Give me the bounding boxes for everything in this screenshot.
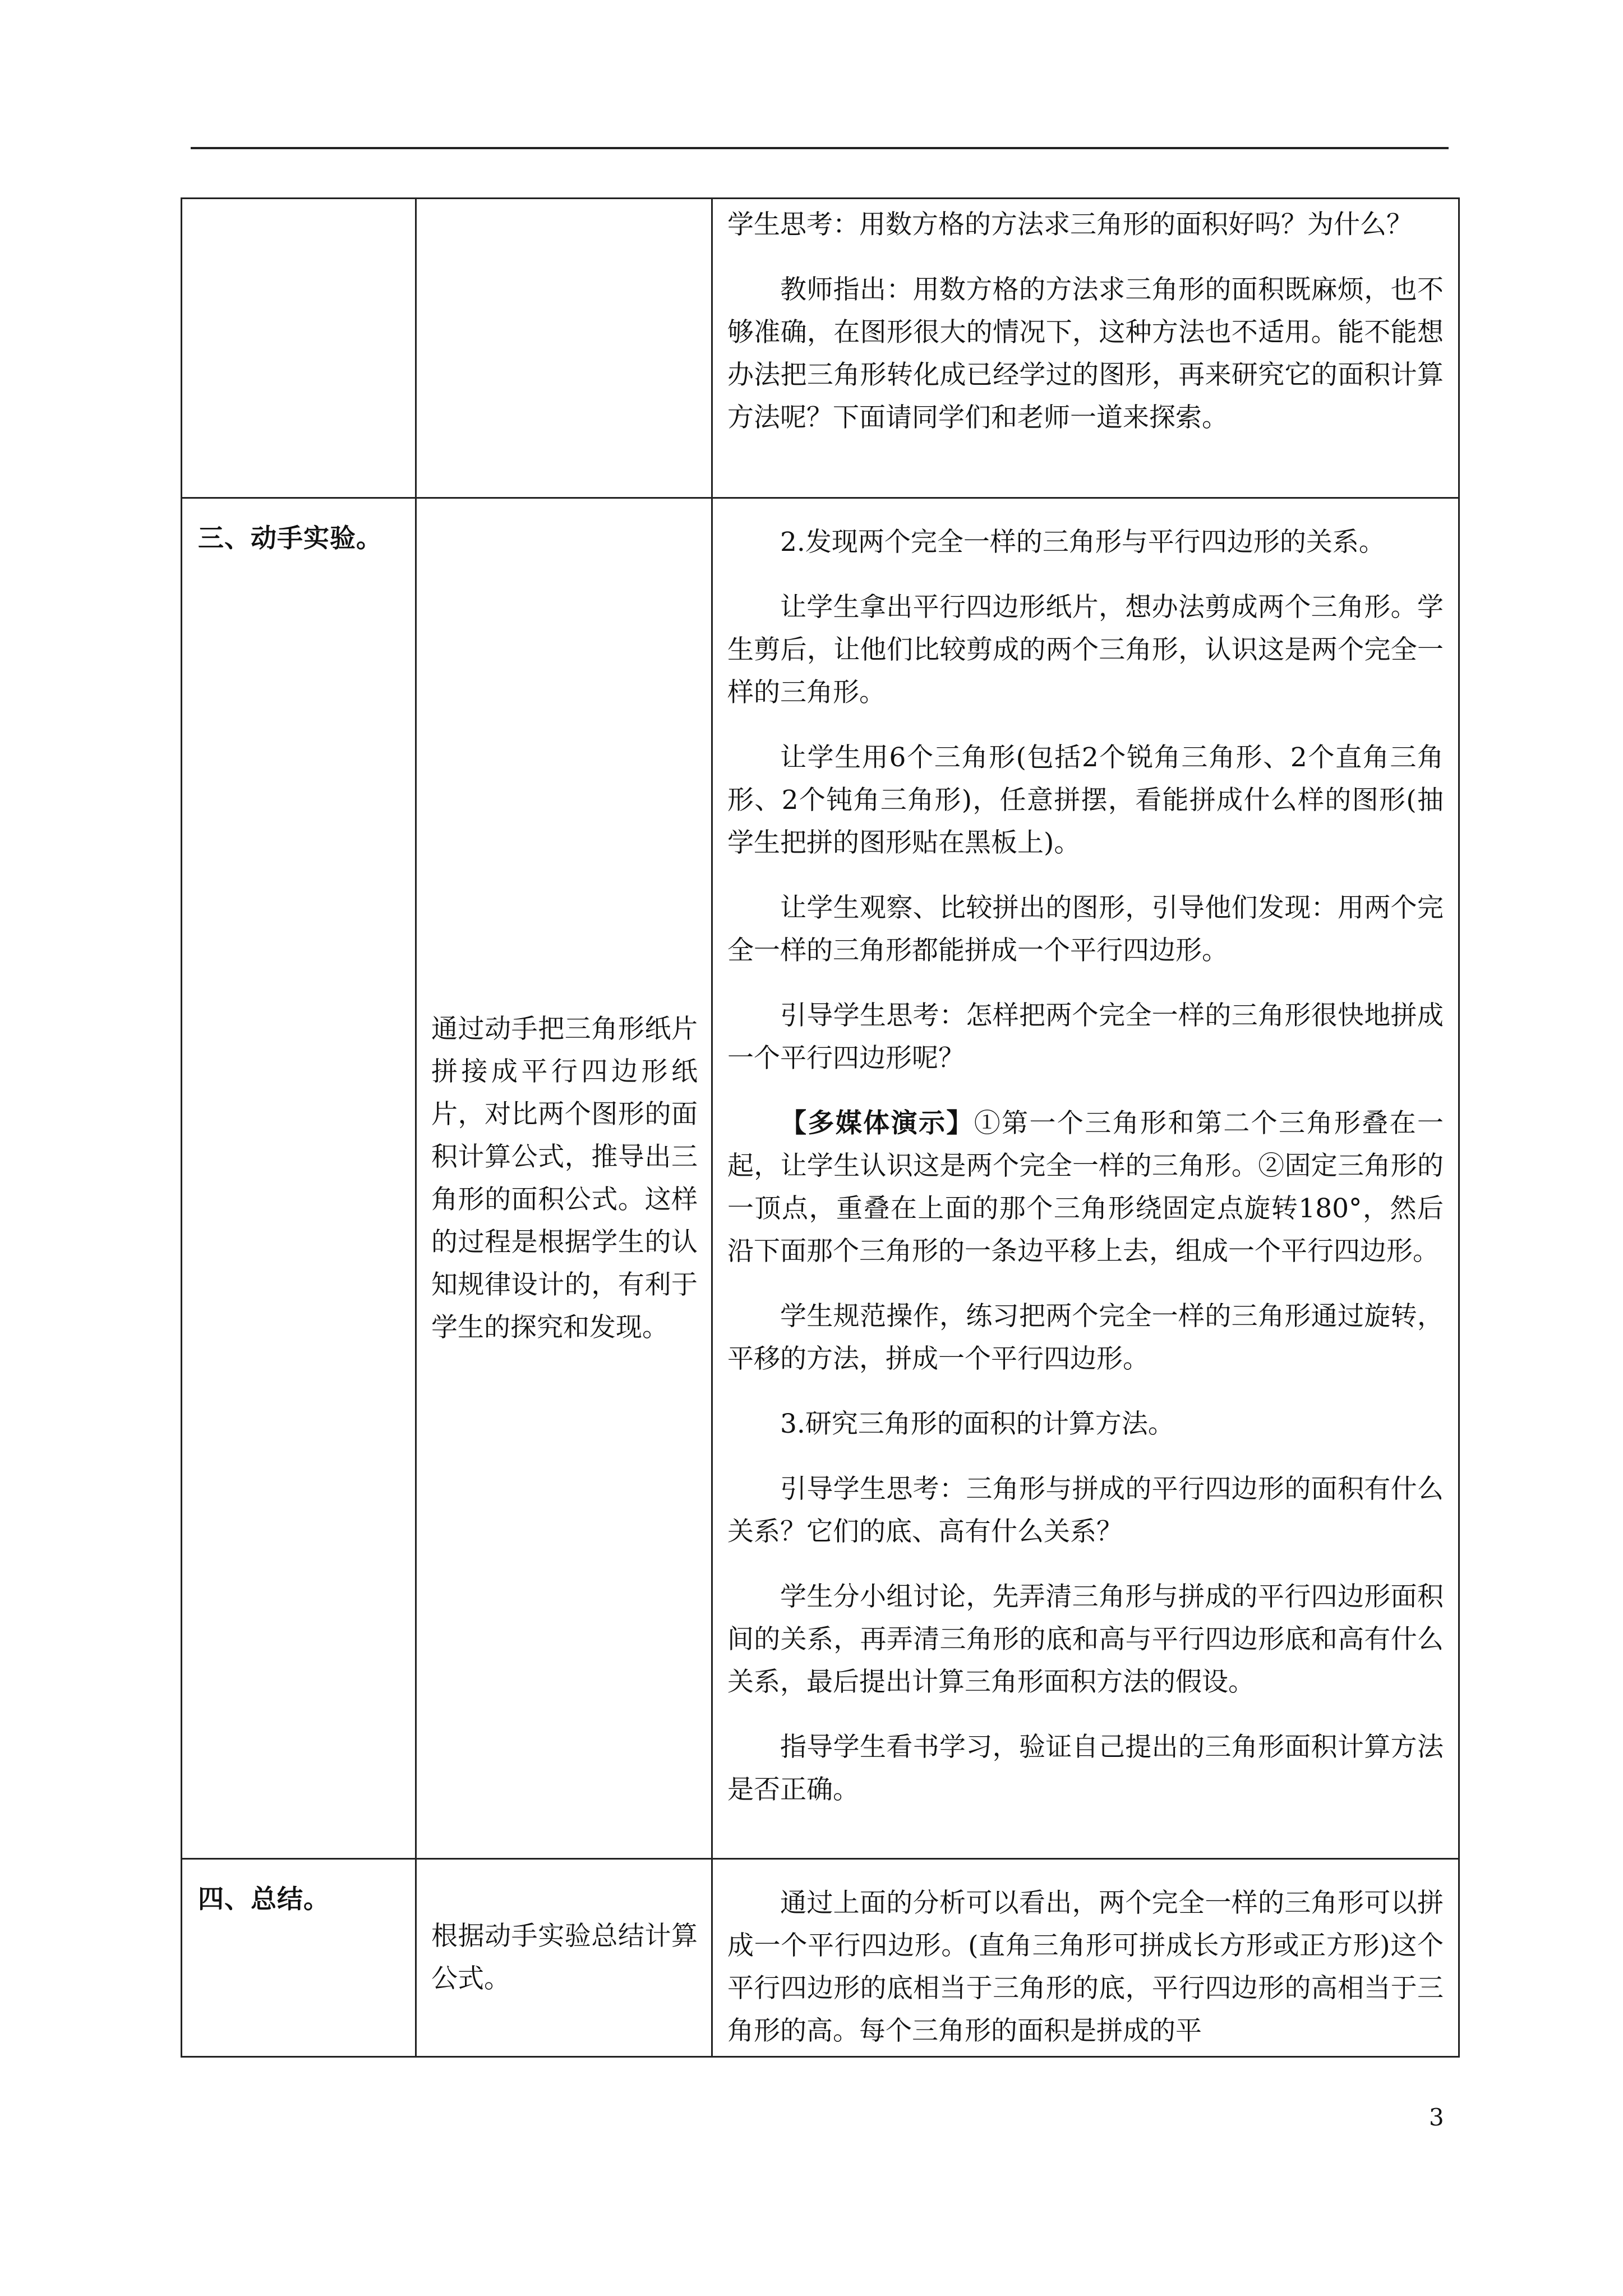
process-paragraph: 教师指出：用数方格的方法求三角形的面积既麻烦，也不够准确，在图形很大的情况下，这种方法也不适用。能不能想办法把三角形转化成已经学过的图形，再来研究它的面积计算方法呢？下面请同学们和老师一道来探索。 xyxy=(727,274,1444,433)
design-intent-text: 根据动手实验总结计算公式。 xyxy=(431,1921,698,1994)
lesson-plan-table xyxy=(181,197,1460,2058)
design-intent-cell xyxy=(416,498,712,1859)
teaching-process-cell xyxy=(712,199,1459,498)
process-paragraph: 3.研究三角形的面积的计算方法。 xyxy=(780,1409,1174,1439)
process-paragraph: 学生分小组讨论，先弄清三角形与拼成的平行四边形面积间的关系，再弄清三角形的底和高与平行四边形底和高有什么关系，最后提出计算三角形面积方法的假设。 xyxy=(727,1581,1444,1697)
process-paragraph: 学生思考：用数方格的方法求三角形的面积好吗？为什么？ xyxy=(727,209,1413,240)
table-row xyxy=(182,199,1459,498)
design-intent-cell xyxy=(416,1859,712,2057)
process-paragraph: 学生规范操作，练习把两个完全一样的三角形通过旋转，平移的方法，拼成一个平行四边形。 xyxy=(727,1301,1444,1374)
multimedia-demo-text: ①第一个三角形和第二个三角形叠在一起，让学生认识这是两个完全一样的三角形。②固定三角形的一顶点，重叠在上面的那个三角形绕固定点旋转180°，然后沿下面那个三角形的一条边平移上去，组成一个平行四边形。 xyxy=(727,1108,1444,1267)
process-paragraph: 2.发现两个完全一样的三角形与平行四边形的关系。 xyxy=(780,527,1385,558)
multimedia-demo-paragraph xyxy=(727,1102,1444,1273)
teaching-process-cell xyxy=(712,1859,1459,2057)
process-paragraph: 让学生用6个三角形(包括2个锐角三角形、2个直角三角形、2个钝角三角形)，任意拼摆，看能拼成什么样的图形(抽学生把拼的图形贴在黑板上)。 xyxy=(727,742,1444,858)
multimedia-demo-tag: 【多媒体演示】 xyxy=(780,1108,974,1139)
stage-label: 四、总结。 xyxy=(198,1884,330,1914)
table-row xyxy=(182,498,1459,1859)
table-row xyxy=(182,1859,1459,2057)
process-paragraph: 指导学生看书学习，验证自己提出的三角形面积计算方法是否正确。 xyxy=(727,1732,1444,1805)
stage-label: 三、动手实验。 xyxy=(198,523,382,553)
process-paragraph: 让学生拿出平行四边形纸片，想办法剪成两个三角形。学生剪后，让他们比较剪成的两个三角形，认识这是两个完全一样的三角形。 xyxy=(727,592,1444,708)
process-paragraph: 让学生观察、比较拼出的图形，引导他们发现：用两个完全一样的三角形都能拼成一个平行四边形。 xyxy=(727,892,1444,966)
stage-cell xyxy=(182,199,416,498)
process-paragraph: 通过上面的分析可以看出，两个完全一样的三角形可以拼成一个平行四边形。(直角三角形可拼成长方形或正方形)这个平行四边形的底相当于三角形的底，平行四边形的高相当于三角形的高。每个三角形的面积是拼成的平 xyxy=(727,1888,1444,2046)
teaching-process-cell xyxy=(712,498,1459,1859)
process-paragraph: 引导学生思考：三角形与拼成的平行四边形的面积有什么关系？它们的底、高有什么关系？ xyxy=(727,1474,1444,1547)
design-intent-text: 通过动手把三角形纸片拼接成平行四边形纸片，对比两个图形的面积计算公式，推导出三角形的面积公式。这样的过程是根据学生的认知规律设计的，有利于学生的探究和发现。 xyxy=(431,1013,698,1343)
design-intent-cell xyxy=(416,199,712,498)
process-paragraph: 引导学生思考：怎样把两个完全一样的三角形很快地拼成一个平行四边形呢？ xyxy=(727,1000,1444,1074)
stage-cell xyxy=(182,498,416,1859)
page-number: 3 xyxy=(1429,2104,1444,2131)
header-rule xyxy=(191,147,1449,149)
stage-cell xyxy=(182,1859,416,2057)
